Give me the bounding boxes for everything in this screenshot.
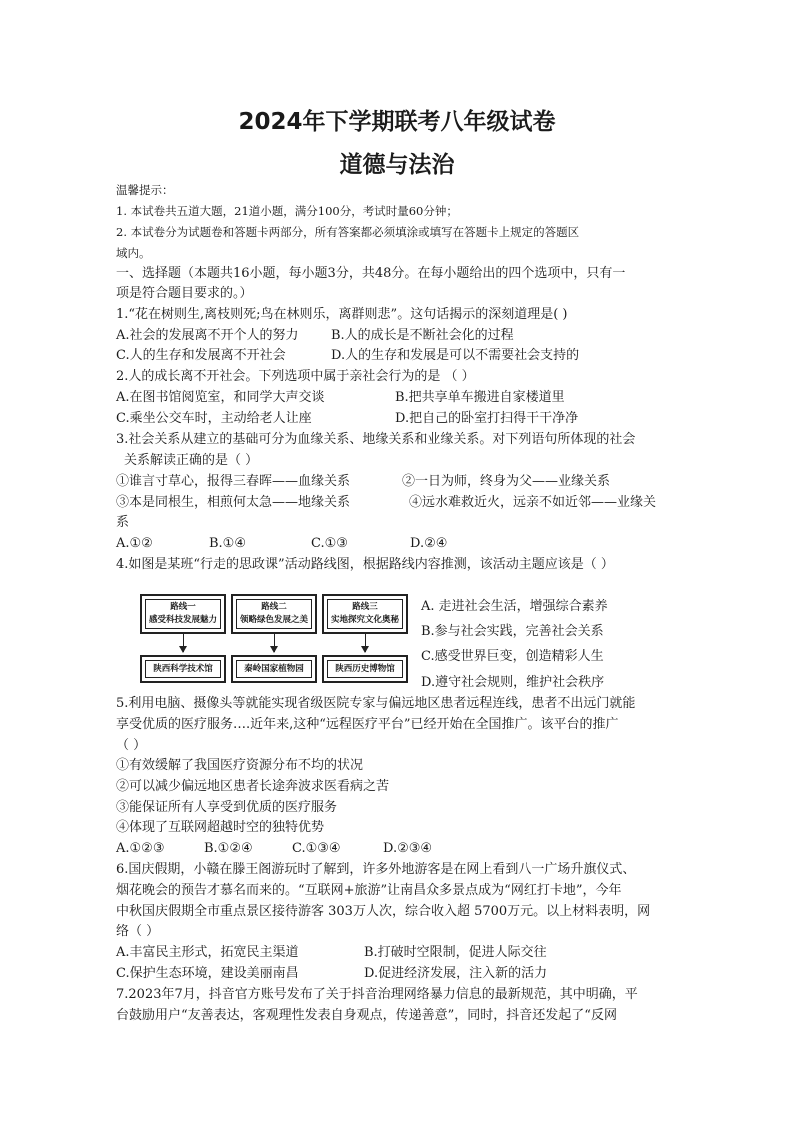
route-3-place: 陕西历史博物馆 — [327, 660, 403, 678]
q3-statement-2: ②一日为师，终身为父——业缘关系 — [402, 474, 611, 489]
q3-option-c: C.①③ — [311, 536, 348, 551]
q5-statement-4: ④体现了互联网超越时空的独特优势 — [116, 820, 325, 835]
q4-option-d: D.遵守社会规则，维护社会秩序 — [421, 675, 605, 690]
subject-title: 道德与法治 — [339, 152, 455, 178]
q4-option-c: C.感受世界巨变，创造精彩人生 — [421, 649, 604, 664]
section-heading-cont: 项是符合题目要求的。） — [116, 286, 253, 301]
q4-option-b: B.参与社会实践，完善社会关系 — [421, 624, 604, 639]
exam-title: 2024年下学期联考八年级试卷 — [238, 109, 556, 135]
q1-option-a: A.社会的发展离不开个人的努力 — [116, 328, 299, 343]
q5-option-d: D.②③④ — [383, 841, 433, 856]
route-3-box — [322, 594, 408, 634]
q5-stem: 5.利用电脑、摄像头等就能实现省级医院专家与偏远地区患者远程连线，患者不出远门就能 — [116, 696, 636, 711]
q2-stem: 2.人的成长离不开社会。下列选项中属于亲社会行为的是 （ ） — [116, 369, 475, 384]
route-2-place: 秦岭国家植物园 — [236, 660, 312, 678]
notice-item-2-cont: 域内。 — [116, 246, 151, 260]
notice-item-2: 2. 本试卷分为试题卷和答题卡两部分，所有答案都必须填涂或填写在答题卡上规定的答题区 — [116, 225, 580, 239]
q5-stem-cont: 享受优质的医疗服务….近年来,这种“远程医疗平台”已经开始在全国推广。该平台的推广 — [116, 717, 619, 732]
route-3-name: 路线三 — [352, 602, 378, 612]
route-3-arrow-icon — [365, 634, 366, 652]
q3-statement-4: ④远水难救近火，远亲不如近邻——业缘关 — [409, 495, 657, 510]
q2-option-c: C.乘坐公交车时，主动给老人让座 — [116, 411, 312, 426]
q4-option-a: A. 走进社会生活，增强综合素养 — [421, 599, 608, 614]
q6-option-b: B.打破时空限制，促进人际交往 — [364, 945, 547, 960]
route-1-box — [140, 594, 226, 634]
q1-stem: 1.“花在树则生,离枝则死;鸟在林则乐，离群则悲”。这句话揭示的深刻道理是( ) — [116, 307, 568, 322]
route-3-place-box — [322, 655, 408, 683]
route-2-theme: 领略绿色发展之美 — [239, 615, 308, 625]
q2-option-a: A.在图书馆阅览室，和同学大声交谈 — [116, 390, 325, 405]
q2-option-d: D.把自己的卧室打扫得干干净净 — [395, 411, 579, 426]
route-1-name: 路线一 — [170, 602, 196, 612]
q6-option-d: D.促进经济发展，注入新的活力 — [364, 966, 548, 981]
q5-option-c: C.①③④ — [292, 841, 341, 856]
notice-item-1: 1. 本试卷共五道大题，21道小题，满分100分，考试时量60分钟； — [116, 204, 458, 218]
q6-stem-cont-2: 中秋国庆假期全市重点景区接待游客 303万人次，综合收入超 5700万元。以上材料表明，网 — [116, 904, 651, 919]
route-1-place-box — [140, 655, 226, 683]
q7-stem: 7.2023年7月，抖音官方账号发布了关于抖音治理网络暴力信息的最新规范，其中明确，平 — [116, 987, 638, 1002]
q1-option-b: B.人的成长是不断社会化的过程 — [331, 328, 514, 343]
q5-statement-3: ③能保证所有人享受到优质的医疗服务 — [116, 800, 338, 815]
route-1-place: 陕西科学技术馆 — [145, 660, 221, 678]
route-2-place-box — [231, 655, 317, 683]
route-1-theme: 感受科技发展魅力 — [148, 615, 217, 625]
route-2-name: 路线二 — [261, 602, 287, 612]
q3-option-a: A.①② — [116, 536, 153, 551]
q3-statement-4-cont: 系 — [116, 515, 130, 530]
q3-statement-3: ③本是同根生，相煎何太急——地缘关系 — [116, 495, 351, 510]
route-2-box — [231, 594, 317, 634]
q5-stem-blank: （ ） — [116, 738, 147, 753]
q1-option-c: C.人的生存和发展离不开社会 — [116, 348, 286, 363]
q4-stem: 4.如图是某班“行走的思政课”活动路线图，根据路线内容推测，该活动主题应该是（ ） — [116, 557, 614, 572]
q5-option-b: B.①②④ — [204, 841, 253, 856]
route-1-arrow-icon — [183, 634, 184, 652]
q5-statement-1: ①有效缓解了我国医疗资源分布不均的状况 — [116, 758, 364, 773]
q6-option-c: C.保护生态环境，建设美丽南昌 — [116, 966, 299, 981]
q3-stem: 3.社会关系从建立的基础可分为血缘关系、地缘关系和业缘关系。对下列语句所体现的社会 — [116, 432, 636, 447]
q1-option-d: D.人的生存和发展是可以不需要社会支持的 — [331, 348, 580, 363]
q3-stem-cont: 关系解读正确的是（ ） — [124, 453, 259, 468]
q6-option-a: A.丰富民主形式，拓宽民主渠道 — [116, 945, 299, 960]
q6-stem: 6.国庆假期，小赣在滕王阁游玩时了解到，许多外地游客是在网上看到八一广场升旗仪式、 — [116, 862, 636, 877]
section-heading: 一、选择题（本题共16小题，每小题3分，共48分。在每小题给出的四个选项中，只有一 — [116, 266, 626, 281]
route-3-theme: 实地探究文化奥秘 — [330, 615, 399, 625]
route-2-arrow-icon — [274, 634, 275, 652]
q7-stem-cont: 台鼓励用户“友善表达，客观理性发表自身观点，传递善意”，同时，抖音还发起了“反网 — [116, 1008, 617, 1023]
q6-stem-cont-3: 络（ ） — [116, 924, 160, 939]
q5-option-a: A.①②③ — [116, 841, 165, 856]
notice-heading: 温馨提示： — [116, 183, 174, 197]
q3-option-d: D.②④ — [410, 536, 448, 551]
q3-statement-1: ①谁言寸草心，报得三春晖——血缘关系 — [116, 474, 351, 489]
q5-statement-2: ②可以减少偏远地区患者长途奔波求医看病之苦 — [116, 779, 390, 794]
q6-stem-cont-1: 烟花晚会的预告才慕名而来的。“互联网+旅游”让南昌众多景点成为“网红打卡地”，今年 — [116, 883, 622, 898]
q3-option-b: B.①④ — [209, 536, 246, 551]
q2-option-b: B.把共享单车搬进自家楼道里 — [395, 390, 565, 405]
